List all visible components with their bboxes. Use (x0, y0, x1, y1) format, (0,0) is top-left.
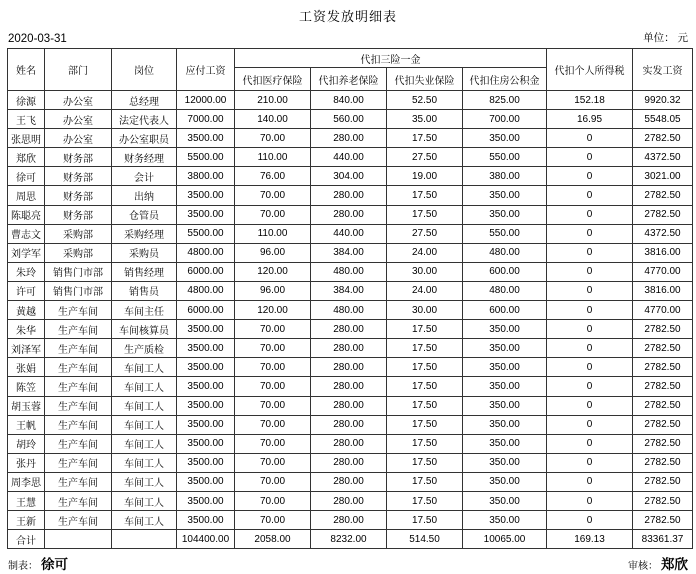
header-name: 姓名 (8, 49, 45, 91)
table-cell: 2782.50 (633, 453, 693, 472)
table-cell: 27.50 (387, 148, 463, 167)
table-cell: 280.00 (311, 205, 387, 224)
reviewer-name: 郑欣 (661, 557, 688, 573)
table-cell: 办公室职员 (112, 129, 177, 148)
table-cell: 车间工人 (112, 491, 177, 510)
table-cell: 办公室 (45, 129, 112, 148)
table-row (8, 129, 693, 148)
table-cell: 35.00 (387, 110, 463, 129)
table-row (8, 262, 693, 281)
table-cell: 销售门市部 (45, 262, 112, 281)
table-cell: 生产车间 (45, 415, 112, 434)
total-cell: 8232.00 (311, 530, 387, 549)
total-cell (45, 530, 112, 549)
table-cell: 350.00 (463, 453, 547, 472)
table-cell: 70.00 (235, 491, 311, 510)
table-cell: 350.00 (463, 415, 547, 434)
table-cell: 110.00 (235, 148, 311, 167)
table-cell: 徐可 (8, 167, 45, 186)
table-cell: 0 (547, 511, 633, 530)
table-cell: 440.00 (311, 148, 387, 167)
table-cell: 0 (547, 377, 633, 396)
table-cell: 17.50 (387, 453, 463, 472)
table-cell: 350.00 (463, 358, 547, 377)
table-cell: 380.00 (463, 167, 547, 186)
table-cell: 17.50 (387, 511, 463, 530)
table-cell: 70.00 (235, 339, 311, 358)
table-cell: 2782.50 (633, 472, 693, 491)
table-cell: 280.00 (311, 339, 387, 358)
table-cell: 车间工人 (112, 396, 177, 415)
table-row (8, 243, 693, 262)
table-cell: 210.00 (235, 91, 311, 110)
table-cell: 350.00 (463, 205, 547, 224)
preparer-label: 制表： (8, 561, 38, 573)
table-cell: 70.00 (235, 434, 311, 453)
table-cell: 0 (547, 339, 633, 358)
table-cell: 销售经理 (112, 262, 177, 281)
total-cell: 83361.37 (633, 530, 693, 549)
table-cell: 0 (547, 186, 633, 205)
table-cell: 3816.00 (633, 243, 693, 262)
table-cell: 350.00 (463, 186, 547, 205)
table-cell: 70.00 (235, 205, 311, 224)
table-row (8, 320, 693, 339)
table-cell: 采购经理 (112, 224, 177, 243)
table-cell: 生产车间 (45, 511, 112, 530)
table-row (8, 224, 693, 243)
table-cell: 许可 (8, 281, 45, 300)
table-cell: 财务经理 (112, 148, 177, 167)
table-cell: 生产车间 (45, 301, 112, 320)
table-cell: 王慧 (8, 491, 45, 510)
table-row (8, 453, 693, 472)
table-cell: 140.00 (235, 110, 311, 129)
table-cell: 17.50 (387, 434, 463, 453)
table-cell: 2782.50 (633, 320, 693, 339)
table-cell: 法定代表人 (112, 110, 177, 129)
table-cell: 3500.00 (177, 339, 235, 358)
table-row (8, 186, 693, 205)
table-cell: 朱玲 (8, 262, 45, 281)
table-cell: 52.50 (387, 91, 463, 110)
table-cell: 3816.00 (633, 281, 693, 300)
table-cell: 600.00 (463, 262, 547, 281)
table-cell: 生产车间 (45, 472, 112, 491)
table-cell: 办公室 (45, 110, 112, 129)
table-row (8, 110, 693, 129)
table-cell: 2782.50 (633, 186, 693, 205)
table-cell: 280.00 (311, 511, 387, 530)
table-cell: 152.18 (547, 91, 633, 110)
table-cell: 280.00 (311, 320, 387, 339)
table-cell: 2782.50 (633, 358, 693, 377)
table-cell: 黄越 (8, 301, 45, 320)
table-cell: 70.00 (235, 186, 311, 205)
header-position: 岗位 (112, 49, 177, 91)
table-cell: 刘泽军 (8, 339, 45, 358)
table-cell: 周李思 (8, 472, 45, 491)
table-cell: 胡玉蓉 (8, 396, 45, 415)
table-cell: 财务部 (45, 205, 112, 224)
table-cell: 车间工人 (112, 377, 177, 396)
table-row (8, 472, 693, 491)
table-cell: 280.00 (311, 377, 387, 396)
table-cell: 4372.50 (633, 148, 693, 167)
table-cell: 70.00 (235, 320, 311, 339)
table-cell: 3500.00 (177, 511, 235, 530)
table-row (8, 148, 693, 167)
table-row (8, 377, 693, 396)
table-cell: 郑欣 (8, 148, 45, 167)
table-cell: 700.00 (463, 110, 547, 129)
table-cell: 30.00 (387, 301, 463, 320)
table-cell: 6000.00 (177, 262, 235, 281)
table-cell: 550.00 (463, 224, 547, 243)
table-cell: 0 (547, 243, 633, 262)
table-cell: 120.00 (235, 262, 311, 281)
table-cell: 17.50 (387, 415, 463, 434)
table-cell: 280.00 (311, 396, 387, 415)
table-cell: 2782.50 (633, 396, 693, 415)
table-cell: 17.50 (387, 377, 463, 396)
table-cell: 840.00 (311, 91, 387, 110)
table-cell: 350.00 (463, 320, 547, 339)
total-cell (112, 530, 177, 549)
table-cell: 王帆 (8, 415, 45, 434)
table-cell: 财务部 (45, 148, 112, 167)
table-cell: 0 (547, 167, 633, 186)
total-cell: 合计 (8, 530, 45, 549)
table-cell: 2782.50 (633, 434, 693, 453)
table-cell: 徐源 (8, 91, 45, 110)
table-cell: 16.95 (547, 110, 633, 129)
table-cell: 4770.00 (633, 262, 693, 281)
preparer-signature (8, 553, 68, 574)
date-label: 2020-03-31 (8, 33, 67, 45)
table-cell: 17.50 (387, 129, 463, 148)
table-cell: 0 (547, 205, 633, 224)
table-cell: 0 (547, 129, 633, 148)
table-cell: 0 (547, 224, 633, 243)
table-cell: 周思 (8, 186, 45, 205)
table-cell: 280.00 (311, 472, 387, 491)
table-cell: 采购部 (45, 224, 112, 243)
table-cell: 384.00 (311, 243, 387, 262)
table-cell: 280.00 (311, 491, 387, 510)
table-cell: 17.50 (387, 320, 463, 339)
table-cell: 生产车间 (45, 491, 112, 510)
table-cell: 车间工人 (112, 511, 177, 530)
table-cell: 办公室 (45, 91, 112, 110)
header-unemployment-insurance: 代扣失业保险 (387, 68, 463, 91)
table-cell: 0 (547, 301, 633, 320)
header-row-1 (8, 49, 693, 68)
table-cell: 0 (547, 320, 633, 339)
table-cell: 110.00 (235, 224, 311, 243)
table-cell: 280.00 (311, 453, 387, 472)
table-cell: 2782.50 (633, 377, 693, 396)
table-row (8, 281, 693, 300)
table-cell: 4770.00 (633, 301, 693, 320)
table-cell: 陈笠 (8, 377, 45, 396)
total-cell: 514.50 (387, 530, 463, 549)
table-row (8, 205, 693, 224)
table-cell: 350.00 (463, 491, 547, 510)
table-cell: 76.00 (235, 167, 311, 186)
table-cell: 7000.00 (177, 110, 235, 129)
table-cell: 5548.05 (633, 110, 693, 129)
table-cell: 朱华 (8, 320, 45, 339)
table-cell: 胡玲 (8, 434, 45, 453)
table-cell: 3021.00 (633, 167, 693, 186)
table-cell: 6000.00 (177, 301, 235, 320)
table-cell: 4800.00 (177, 281, 235, 300)
table-cell: 3500.00 (177, 377, 235, 396)
table-cell: 4800.00 (177, 243, 235, 262)
table-cell: 27.50 (387, 224, 463, 243)
table-cell: 2782.50 (633, 129, 693, 148)
table-cell: 17.50 (387, 358, 463, 377)
table-cell: 2782.50 (633, 491, 693, 510)
table-cell: 17.50 (387, 396, 463, 415)
table-cell: 2782.50 (633, 511, 693, 530)
table-cell: 440.00 (311, 224, 387, 243)
table-cell: 0 (547, 434, 633, 453)
table-cell: 70.00 (235, 472, 311, 491)
table-cell: 350.00 (463, 129, 547, 148)
table-cell: 280.00 (311, 434, 387, 453)
total-row (8, 530, 693, 549)
header-payable-salary: 应付工资 (177, 49, 235, 91)
header-medical-insurance: 代扣医疗保险 (235, 68, 311, 91)
table-cell: 车间主任 (112, 301, 177, 320)
table-cell: 3500.00 (177, 205, 235, 224)
table-cell: 4372.50 (633, 224, 693, 243)
table-cell: 350.00 (463, 511, 547, 530)
table-cell: 96.00 (235, 281, 311, 300)
table-cell: 12000.00 (177, 91, 235, 110)
table-cell: 550.00 (463, 148, 547, 167)
table-row (8, 415, 693, 434)
signature-row (7, 549, 689, 574)
salary-table (7, 48, 693, 549)
table-cell: 70.00 (235, 377, 311, 396)
table-cell: 560.00 (311, 110, 387, 129)
table-cell: 480.00 (463, 281, 547, 300)
table-row (8, 301, 693, 320)
table-cell: 张丹 (8, 453, 45, 472)
table-cell: 120.00 (235, 301, 311, 320)
table-cell: 王新 (8, 511, 45, 530)
table-cell: 0 (547, 148, 633, 167)
table-cell: 会计 (112, 167, 177, 186)
table-cell: 张思明 (8, 129, 45, 148)
table-cell: 280.00 (311, 129, 387, 148)
table-cell: 3500.00 (177, 396, 235, 415)
table-cell: 车间工人 (112, 472, 177, 491)
table-cell: 车间工人 (112, 358, 177, 377)
table-cell: 17.50 (387, 205, 463, 224)
table-cell: 仓管员 (112, 205, 177, 224)
table-cell: 财务部 (45, 167, 112, 186)
table-cell: 0 (547, 358, 633, 377)
table-cell: 3500.00 (177, 491, 235, 510)
table-row (8, 396, 693, 415)
table-cell: 销售员 (112, 281, 177, 300)
table-cell: 0 (547, 281, 633, 300)
table-row (8, 491, 693, 510)
table-cell: 刘学军 (8, 243, 45, 262)
preparer-name: 徐可 (41, 557, 68, 573)
table-cell: 王飞 (8, 110, 45, 129)
table-cell: 2782.50 (633, 339, 693, 358)
table-row (8, 511, 693, 530)
table-cell: 280.00 (311, 358, 387, 377)
page-title: 工资发放明细表 (298, 9, 397, 24)
table-cell: 销售门市部 (45, 281, 112, 300)
unit-label: 单位： 元 (643, 32, 688, 44)
table-cell: 825.00 (463, 91, 547, 110)
table-cell: 600.00 (463, 301, 547, 320)
table-cell: 0 (547, 491, 633, 510)
table-cell: 出纳 (112, 186, 177, 205)
header-income-tax: 代扣个人所得税 (547, 49, 633, 91)
table-cell: 5500.00 (177, 224, 235, 243)
table-row (8, 167, 693, 186)
table-cell: 陈聪亮 (8, 205, 45, 224)
table-cell: 0 (547, 396, 633, 415)
table-cell: 17.50 (387, 472, 463, 491)
table-row (8, 358, 693, 377)
table-cell: 生产车间 (45, 396, 112, 415)
table-cell: 70.00 (235, 129, 311, 148)
table-cell: 70.00 (235, 453, 311, 472)
reviewer-label: 审核： (628, 561, 658, 573)
table-row (8, 434, 693, 453)
table-cell: 生产车间 (45, 358, 112, 377)
table-cell: 3500.00 (177, 453, 235, 472)
table-cell: 张娟 (8, 358, 45, 377)
table-cell: 3500.00 (177, 358, 235, 377)
table-cell: 384.00 (311, 281, 387, 300)
table-row (8, 91, 693, 110)
table-cell: 17.50 (387, 339, 463, 358)
table-cell: 生产车间 (45, 434, 112, 453)
table-cell: 3500.00 (177, 320, 235, 339)
table-cell: 0 (547, 472, 633, 491)
table-cell: 30.00 (387, 262, 463, 281)
total-cell: 10065.00 (463, 530, 547, 549)
reviewer-signature (628, 553, 688, 574)
table-cell: 生产车间 (45, 339, 112, 358)
table-cell: 生产车间 (45, 453, 112, 472)
total-cell: 2058.00 (235, 530, 311, 549)
meta-row (7, 30, 689, 48)
table-cell: 曹志文 (8, 224, 45, 243)
table-cell: 9920.32 (633, 91, 693, 110)
total-cell: 169.13 (547, 530, 633, 549)
table-cell: 车间工人 (112, 415, 177, 434)
table-cell: 24.00 (387, 281, 463, 300)
table-cell: 生产车间 (45, 377, 112, 396)
table-cell: 280.00 (311, 415, 387, 434)
header-pension-insurance: 代扣养老保险 (311, 68, 387, 91)
table-cell: 财务部 (45, 186, 112, 205)
header-housing-fund: 代扣住房公积金 (463, 68, 547, 91)
table-cell: 生产质检 (112, 339, 177, 358)
table-cell: 96.00 (235, 243, 311, 262)
table-cell: 24.00 (387, 243, 463, 262)
table-cell: 480.00 (463, 243, 547, 262)
table-cell: 280.00 (311, 186, 387, 205)
table-cell: 19.00 (387, 167, 463, 186)
table-cell: 480.00 (311, 301, 387, 320)
table-cell: 70.00 (235, 415, 311, 434)
header-insurance-group: 代扣三险一金 (235, 49, 547, 68)
total-cell: 104400.00 (177, 530, 235, 549)
table-cell: 70.00 (235, 358, 311, 377)
table-cell: 350.00 (463, 396, 547, 415)
table-cell: 0 (547, 453, 633, 472)
table-cell: 采购部 (45, 243, 112, 262)
table-cell: 0 (547, 262, 633, 281)
table-cell: 350.00 (463, 434, 547, 453)
table-cell: 70.00 (235, 511, 311, 530)
table-cell: 480.00 (311, 262, 387, 281)
table-cell: 车间工人 (112, 453, 177, 472)
table-cell: 5500.00 (177, 148, 235, 167)
table-cell: 0 (547, 415, 633, 434)
table-row (8, 339, 693, 358)
table-cell: 采购员 (112, 243, 177, 262)
table-cell: 车间工人 (112, 434, 177, 453)
table-cell: 350.00 (463, 472, 547, 491)
table-cell: 70.00 (235, 396, 311, 415)
table-cell: 3500.00 (177, 472, 235, 491)
table-cell: 2782.50 (633, 205, 693, 224)
table-cell: 3500.00 (177, 415, 235, 434)
table-cell: 3500.00 (177, 129, 235, 148)
table-cell: 3500.00 (177, 434, 235, 453)
header-department: 部门 (45, 49, 112, 91)
table-cell: 2782.50 (633, 415, 693, 434)
table-cell: 生产车间 (45, 320, 112, 339)
table-cell: 17.50 (387, 186, 463, 205)
table-cell: 17.50 (387, 491, 463, 510)
table-cell: 304.00 (311, 167, 387, 186)
table-cell: 350.00 (463, 339, 547, 358)
table-cell: 3500.00 (177, 186, 235, 205)
table-cell: 车间核算员 (112, 320, 177, 339)
table-cell: 总经理 (112, 91, 177, 110)
table-cell: 350.00 (463, 377, 547, 396)
header-net-pay: 实发工资 (633, 49, 693, 91)
table-cell: 3800.00 (177, 167, 235, 186)
